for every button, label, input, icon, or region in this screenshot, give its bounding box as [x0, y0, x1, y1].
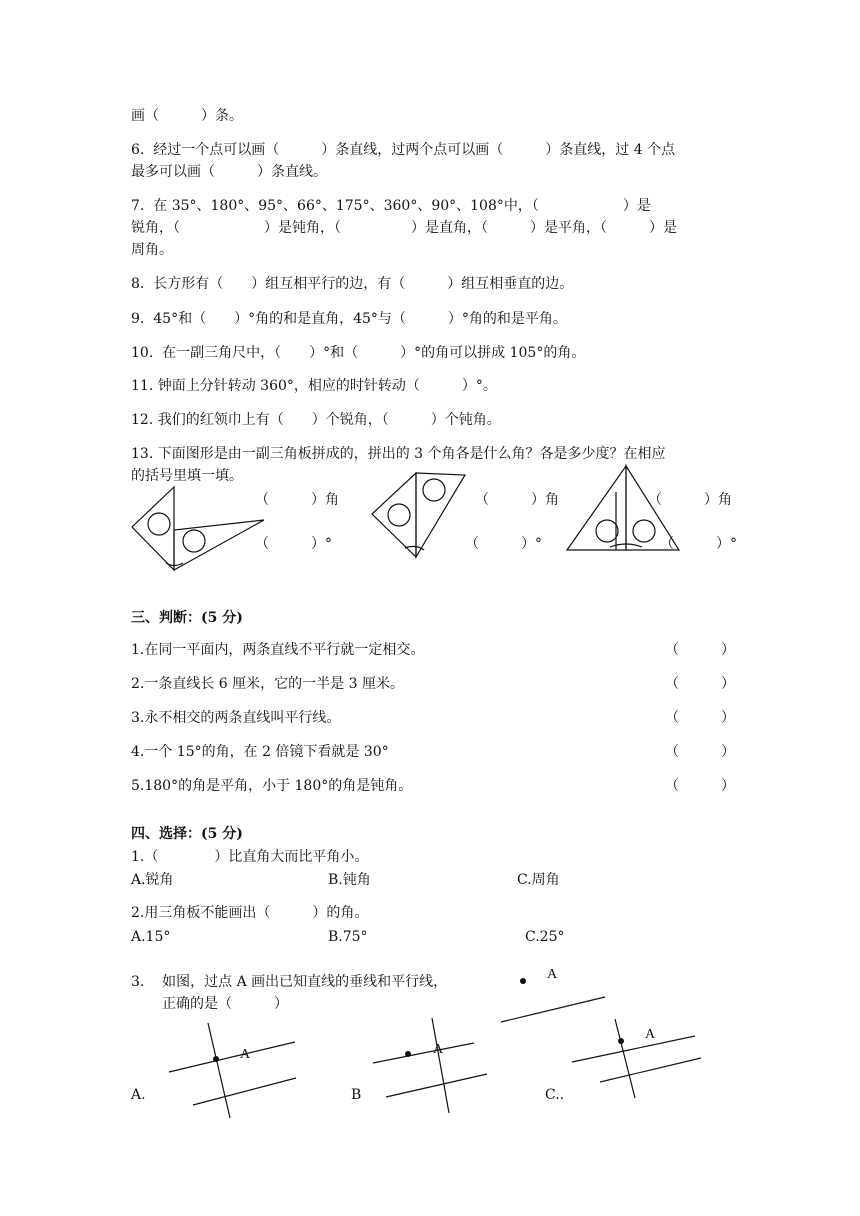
fig1-degree-label: （ ）°	[255, 536, 332, 552]
option-a-line-2	[193, 1078, 296, 1105]
q13-figure-3	[567, 466, 679, 550]
judge-bracket-3: （ ）	[665, 710, 735, 726]
choice-q1-option-c: C.周角	[517, 872, 560, 888]
fig3-degree-label: （ ）°	[660, 536, 737, 552]
option-c-line-2	[600, 1058, 701, 1082]
q13-figure-1	[132, 487, 264, 570]
option-a-label: A.	[131, 1087, 146, 1103]
option-c-line-1	[572, 1036, 695, 1062]
option-a-perpendicular	[208, 1023, 230, 1118]
option-a-point	[213, 1056, 219, 1062]
choice-q2-option-a: A.15°	[131, 929, 171, 945]
given-point-a	[520, 978, 526, 984]
choice-heading: 四、选择：(5 分)	[131, 826, 243, 842]
option-b-point-label: A	[433, 1042, 444, 1057]
fig3-angle-label: （ ）角	[648, 492, 732, 508]
judge-item-5: 5.180°的角是平角，小于 180°的角是钝角。	[131, 778, 413, 794]
option-c-perpendicular	[615, 1019, 635, 1098]
choice-q1: 1.（ ）比直角大而比平角小。	[131, 849, 369, 865]
option-b-line-1	[373, 1043, 474, 1063]
option-b-perpendicular	[432, 1018, 449, 1113]
fig1-triangle-right	[174, 520, 264, 570]
fig3-triangle-left	[567, 466, 626, 550]
option-c-point	[618, 1038, 624, 1044]
q7-line-2: 锐角，（ ）是钝角，（ ）是直角，（ ）是平角，（ ）是	[131, 220, 677, 236]
fig2-triangle-left	[372, 473, 416, 557]
q7-line-3: 周角。	[131, 242, 173, 258]
fig3-circle-1	[596, 520, 618, 542]
judge-bracket-1: （ ）	[665, 642, 735, 658]
fig1-circle-2	[183, 530, 205, 552]
judge-bracket-4: （ ）	[665, 744, 735, 760]
q12: 12. 我们的红领巾上有（ ）个锐角，（ ）个钝角。	[131, 412, 501, 428]
fig2-circle-2	[423, 479, 445, 501]
choice-q3-line-2: 正确的是（ ）	[162, 996, 288, 1012]
option-c-label: C..	[545, 1087, 565, 1103]
choice-q2-option-c: C.25°	[525, 929, 565, 945]
option-c-point-label: A	[645, 1027, 656, 1042]
q6-line-1: 6. 经过一个点可以画（ ）条直线，过两个点可以画（ ）条直线，过 4 个点	[131, 142, 676, 158]
option-a-figure	[169, 1023, 296, 1118]
fig2-degree-label: （ ）°	[465, 536, 542, 552]
option-b-label: B	[351, 1087, 362, 1103]
q13-line-1: 13. 下面图形是由一副三角板拼成的，拼出的 3 个角各是什么角？各是多少度？在相应	[131, 446, 666, 462]
q8: 8. 长方形有（ ）组互相平行的边，有（ ）组互相垂直的边。	[131, 276, 574, 292]
q13-line-2: 的括号里填一填。	[131, 468, 243, 484]
judge-item-3: 3.永不相交的两条直线叫平行线。	[131, 710, 341, 726]
q10: 10. 在一副三角尺中，（ ）°和（ ）°的角可以拼成 105°的角。	[131, 345, 586, 361]
option-c-figure	[572, 1019, 701, 1098]
judge-item-1: 1.在同一平面内，两条直线不平行就一定相交。	[131, 642, 425, 658]
fig2-angle-label: （ ）角	[475, 492, 559, 508]
fig3-circle-2	[633, 520, 655, 542]
fig1-circle-1	[148, 513, 170, 535]
q11: 11. 钟面上分针转动 360°，相应的时针转动（ ）°。	[131, 378, 497, 394]
q5-continuation: 画（ ）条。	[131, 108, 243, 124]
fig2-circle-1	[388, 504, 410, 526]
choice-q2: 2.用三角板不能画出（ ）的角。	[131, 905, 369, 921]
choice-q3-line-1: 3. 如图，过点 A 画出已知直线的垂线和平行线，	[131, 974, 448, 990]
choice-q1-option-a: A.锐角	[131, 872, 174, 888]
judge-bracket-2: （ ）	[665, 676, 735, 692]
judge-item-2: 2.一条直线长 6 厘米，它的一半是 3 厘米。	[131, 676, 404, 692]
option-b-line-2	[386, 1074, 487, 1097]
fig1-triangle-left	[132, 487, 174, 570]
option-a-line-1	[169, 1042, 295, 1072]
choice-q1-option-b: B.钝角	[328, 872, 371, 888]
q9: 9. 45°和（ ）°角的和是直角，45°与（ ）°角的和是平角。	[131, 311, 567, 327]
given-point-label: A	[547, 967, 558, 982]
fig1-angle-label: （ ）角	[255, 492, 339, 508]
judge-item-4: 4.一个 15°的角，在 2 倍镜下看就是 30°	[131, 744, 389, 760]
q3-given	[501, 978, 605, 1022]
judge-heading: 三、判断：(5 分)	[131, 610, 243, 626]
choice-q2-option-b: B.75°	[328, 929, 368, 945]
option-b-figure	[373, 1018, 487, 1113]
option-b-point	[405, 1051, 411, 1057]
q6-line-2: 最多可以画（ ）条直线。	[131, 164, 327, 180]
judge-bracket-5: （ ）	[665, 778, 735, 794]
given-line	[501, 997, 605, 1022]
q13-figure-2	[372, 473, 465, 557]
q7-line-1: 7. 在 35°、180°、95°、66°、175°、360°、90°、108°中，（ ）是	[131, 198, 651, 214]
option-a-point-label: A	[240, 1047, 251, 1062]
